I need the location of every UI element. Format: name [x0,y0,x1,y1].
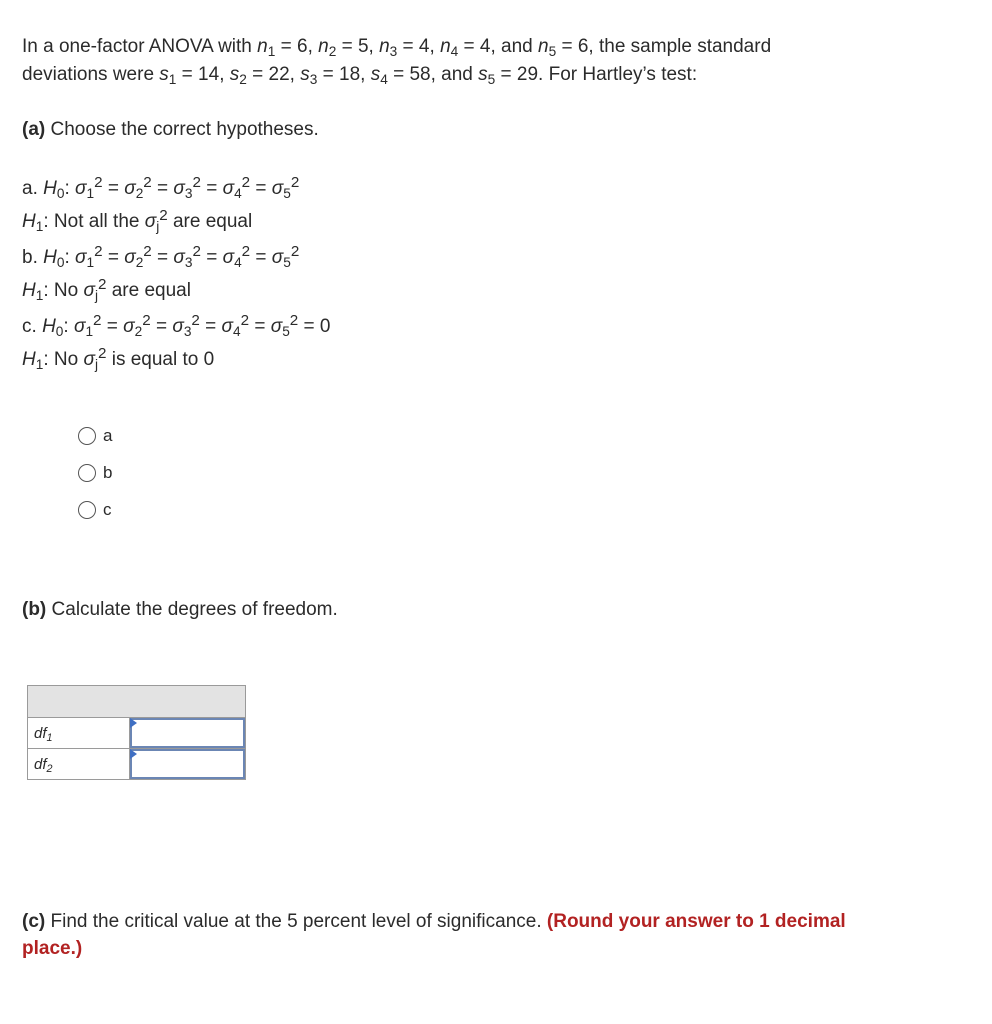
df1-label: $df_1$ [28,718,130,749]
mirror-intro-1 [0,0,1,1]
radio-button-a[interactable] [78,427,96,445]
part-c-label: (c) [22,911,46,932]
radio-option-a[interactable] [78,425,112,447]
radio-option-c[interactable] [78,499,112,521]
radio-label-a: a [103,426,113,445]
table-row [28,718,246,749]
table-row [28,749,246,780]
part-b-prompt [22,596,338,624]
option-a-h0: a. $H_0$: $\sigma_1^2 = \sigma_2^2 = \sigma_3^2 = \sigma_4^2 = \sigma_5^2$ [22,174,300,201]
part-a-label: (a) [22,119,46,140]
part-b-text: Calculate the degrees of freedom. [51,599,338,620]
df1-input[interactable] [130,718,245,748]
intro-line-1: In a one-factor ANOVA with $n_1 = 6$, $n_2 = 5$, $n_3 = 4$, $n_4 = 4$, and $n_5 = 6$, the sample standard [22,36,772,59]
option-b-h0: b. $H_0$: $\sigma_1^2 = \sigma_2^2 = \sigma_3^2 = \sigma_4^2 = \sigma_5^2$ [22,243,300,270]
part-c-text: Find the critical value at the 5 percent level of significance. [50,911,542,932]
option-a-h1: $H_1$: Not all the $\sigma_j^2$ are equal [22,207,253,234]
option-b-h1: $H_1$: No $\sigma_j^2$ are equal [22,276,191,303]
df2-input[interactable] [130,749,245,779]
part-c-prompt-line-2 [22,935,82,963]
part-b-label: (b) [22,599,47,620]
part-c-prompt-line-1 [22,908,846,936]
input-marker-icon [130,718,137,728]
radio-label-b: b [103,463,113,482]
df-table-header [28,686,246,718]
df1-cell [130,718,246,749]
option-c-h1: $H_1$: No $\sigma_j^2$ is equal to 0 [22,345,215,372]
radio-label-c: c [103,500,112,519]
input-marker-icon [130,749,137,759]
radio-option-b[interactable] [78,462,112,484]
part-c-note-2: place.) [22,938,83,959]
part-a-text: Choose the correct hypotheses. [50,119,319,140]
df2-label: $df_2$ [28,749,130,780]
radio-button-b[interactable] [78,464,96,482]
df2-cell [130,749,246,780]
part-c-note-1: (Round your answer to 1 decimal [546,911,846,932]
option-c-h0: c. $H_0$: $\sigma_1^2 = \sigma_2^2 = \sigma_3^2 = \sigma_4^2 = \sigma_5^2 = 0$ [22,312,331,339]
radio-button-c[interactable] [78,501,96,519]
df-table [27,685,246,780]
intro-line-2: deviations were $s_1 = 14$, $s_2 = 22$, $s_3 = 18$, $s_4 = 58$, and $s_5 = 29$. For Hartley’s test: [22,64,698,87]
part-a-prompt [22,116,319,144]
